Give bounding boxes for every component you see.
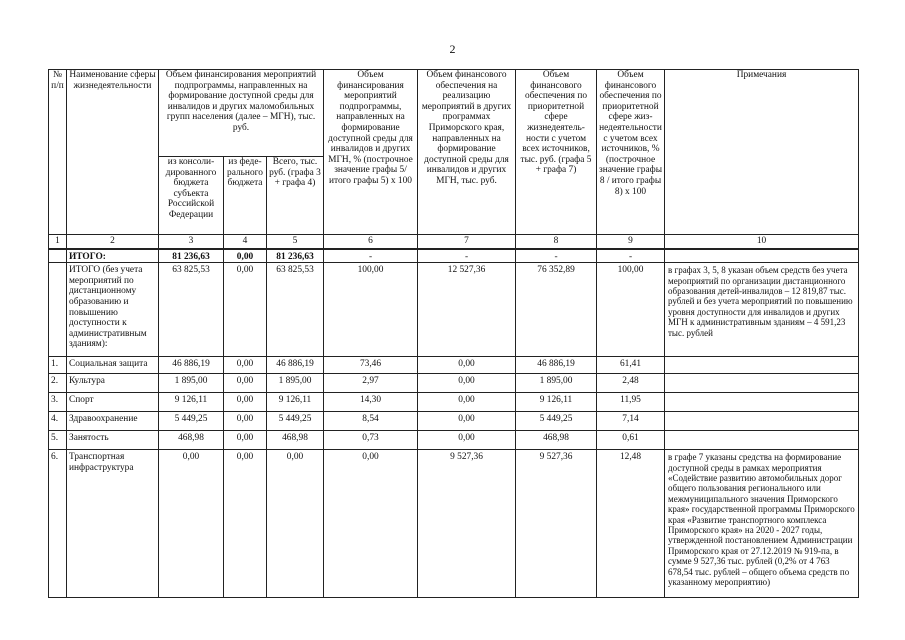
row-regional: 0,00 — [159, 450, 224, 598]
row-percent: 0,00 — [324, 450, 418, 598]
col-number: 1 — [49, 235, 67, 249]
header-col6: Объем финансирования мероприятий подпрограммы, направленных на формирование доступной среды для инвалидов и других МГН, % (построчное значение графы 5/ итого графы 5) х 100 — [324, 70, 418, 235]
row-federal: 0,00 — [224, 357, 267, 374]
header-notes: Примечания — [665, 70, 859, 235]
row-total: 0,00 — [267, 450, 324, 598]
row-total: 9 126,11 — [267, 393, 324, 412]
row-num — [49, 263, 67, 357]
row-total: 5 449,25 — [267, 412, 324, 431]
col-number: 3 — [159, 235, 224, 249]
table-row — [49, 431, 859, 450]
row-other-programs: - — [418, 249, 516, 263]
row-all-sources-percent: 100,00 — [597, 263, 665, 357]
row-total: 81 236,63 — [267, 249, 324, 263]
header-col7: Объем финансового обеспечения на реализацию мероприятий в других программах Приморского края, направленных на формирование доступной среды для инвалидов и других МГН, тыс. руб. — [418, 70, 516, 235]
row-other-programs: 12 527,36 — [418, 263, 516, 357]
row-note — [665, 412, 859, 431]
row-all-sources: 46 886,19 — [516, 357, 597, 374]
row-federal: 0,00 — [224, 393, 267, 412]
row-percent: 2,97 — [324, 374, 418, 393]
table-row — [49, 263, 859, 357]
row-percent: - — [324, 249, 418, 263]
row-all-sources-percent: 7,14 — [597, 412, 665, 431]
row-note: в графах 3, 5, 8 указан объем средств без учета мероприятий по организации дистанционного образования детей-инвалидов – 12 819,87 тыс. рублей и без учета мероприятий по повышению уровня доступности для инвалидов и других МГН к административным зданиям – 4 591,23 тыс. рублей — [665, 263, 859, 357]
row-federal: 0,00 — [224, 450, 267, 598]
row-all-sources: 76 352,89 — [516, 263, 597, 357]
header-name: Наименование сферы жизнедеятельности — [67, 70, 159, 235]
row-note — [665, 357, 859, 374]
row-note — [665, 249, 859, 263]
row-all-sources-percent: 12,48 — [597, 450, 665, 598]
table-row — [49, 249, 859, 263]
row-num: 3. — [49, 393, 67, 412]
row-all-sources-percent: 11,95 — [597, 393, 665, 412]
row-all-sources-percent: - — [597, 249, 665, 263]
row-num: 1. — [49, 357, 67, 374]
row-total: 46 886,19 — [267, 357, 324, 374]
row-all-sources-percent: 2,48 — [597, 374, 665, 393]
row-all-sources: 9 126,11 — [516, 393, 597, 412]
row-percent: 14,30 — [324, 393, 418, 412]
row-total: 63 825,53 — [267, 263, 324, 357]
row-regional: 9 126,11 — [159, 393, 224, 412]
row-federal: 0,00 — [224, 374, 267, 393]
col-number: 7 — [418, 235, 516, 249]
header-sub-regional: из консолидированного бюджета субъекта Российской Федерации — [159, 157, 224, 235]
header-sub-total: Всего, тыс. руб. (графа 3 + графа 4) — [267, 157, 324, 235]
row-all-sources: 5 449,25 — [516, 412, 597, 431]
col-number: 2 — [67, 235, 159, 249]
row-name: Культура — [67, 374, 159, 393]
row-note: в графе 7 указаны средства на формирование доступной среды в рамках мероприятия «Содействие развитию автомобильных дорог общего пользования регионального или межмуниципального значения Приморского края» государственной программы Приморского края «Развитие транспортного комплекса Приморского края» на 2020 - 2027 годы, утвержденной постановлением Администрации Приморского края от 27.12.2019 № 919-па, в сумме 9 527,36 тыс. рублей (0,2% от 4 763 678,54 тыс. рублей – общего объема средств по указанному мероприятию) — [665, 450, 859, 598]
table-row — [49, 357, 859, 374]
row-name: Транспортная инфраструктура — [67, 450, 159, 598]
row-all-sources: 468,98 — [516, 431, 597, 450]
row-total: 1 895,00 — [267, 374, 324, 393]
accessibility-funding-table — [48, 69, 859, 598]
row-num — [49, 249, 67, 263]
row-regional: 5 449,25 — [159, 412, 224, 431]
row-federal: 0,00 — [224, 431, 267, 450]
row-num: 2. — [49, 374, 67, 393]
row-name: ИТОГО (без учета мероприятий по дистанционному образованию и повышению доступности к административным зданиям): — [67, 263, 159, 357]
row-other-programs: 0,00 — [418, 393, 516, 412]
row-name: ИТОГО: — [67, 249, 159, 263]
row-name: Социальная защита — [67, 357, 159, 374]
row-all-sources: 9 527,36 — [516, 450, 597, 598]
row-regional: 46 886,19 — [159, 357, 224, 374]
page-number: 2 — [449, 42, 456, 56]
row-name: Занятость — [67, 431, 159, 450]
row-percent: 100,00 — [324, 263, 418, 357]
row-all-sources: - — [516, 249, 597, 263]
table-row — [49, 412, 859, 431]
header-sub-federal: из федерального бюджета — [224, 157, 267, 235]
table-row — [49, 393, 859, 412]
row-federal: 0,00 — [224, 249, 267, 263]
table-row — [49, 374, 859, 393]
col-number: 8 — [516, 235, 597, 249]
col-number: 6 — [324, 235, 418, 249]
row-regional: 81 236,63 — [159, 249, 224, 263]
row-name: Здравоохранение — [67, 412, 159, 431]
row-num: 6. — [49, 450, 67, 598]
row-regional: 63 825,53 — [159, 263, 224, 357]
header-num: № п/п — [49, 70, 67, 235]
col-number: 5 — [267, 235, 324, 249]
row-note — [665, 431, 859, 450]
row-other-programs: 0,00 — [418, 431, 516, 450]
row-all-sources-percent: 0,61 — [597, 431, 665, 450]
row-num: 5. — [49, 431, 67, 450]
header-col9: Объем финансового обеспечения по приоритетной сфере жизнедеятельности с учетом всех источников, % (построчное значение графы 8 / итого графы 8) х 100 — [597, 70, 665, 235]
row-federal: 0,00 — [224, 263, 267, 357]
row-percent: 0,73 — [324, 431, 418, 450]
table-row — [49, 450, 859, 598]
row-all-sources: 1 895,00 — [516, 374, 597, 393]
col-number: 4 — [224, 235, 267, 249]
row-percent: 8,54 — [324, 412, 418, 431]
row-regional: 468,98 — [159, 431, 224, 450]
row-percent: 73,46 — [324, 357, 418, 374]
col-number: 9 — [597, 235, 665, 249]
row-name: Спорт — [67, 393, 159, 412]
header-col8: Объем финансового обеспечения по приоритетной сфере жизнедеятельности с учетом всех источников, тыс. руб. (графа 5 + графа 7) — [516, 70, 597, 235]
row-other-programs: 9 527,36 — [418, 450, 516, 598]
row-note — [665, 393, 859, 412]
col-number: 10 — [665, 235, 859, 249]
row-num: 4. — [49, 412, 67, 431]
row-other-programs: 0,00 — [418, 357, 516, 374]
row-total: 468,98 — [267, 431, 324, 450]
row-federal: 0,00 — [224, 412, 267, 431]
row-note — [665, 374, 859, 393]
row-all-sources-percent: 61,41 — [597, 357, 665, 374]
header-funding-group: Объем финансирования мероприятий подпрограммы, направленных на формирование доступной среды для инвалидов и других маломобильных групп населения (далее – МГН), тыс. руб. — [159, 70, 324, 157]
row-other-programs: 0,00 — [418, 412, 516, 431]
row-other-programs: 0,00 — [418, 374, 516, 393]
row-regional: 1 895,00 — [159, 374, 224, 393]
